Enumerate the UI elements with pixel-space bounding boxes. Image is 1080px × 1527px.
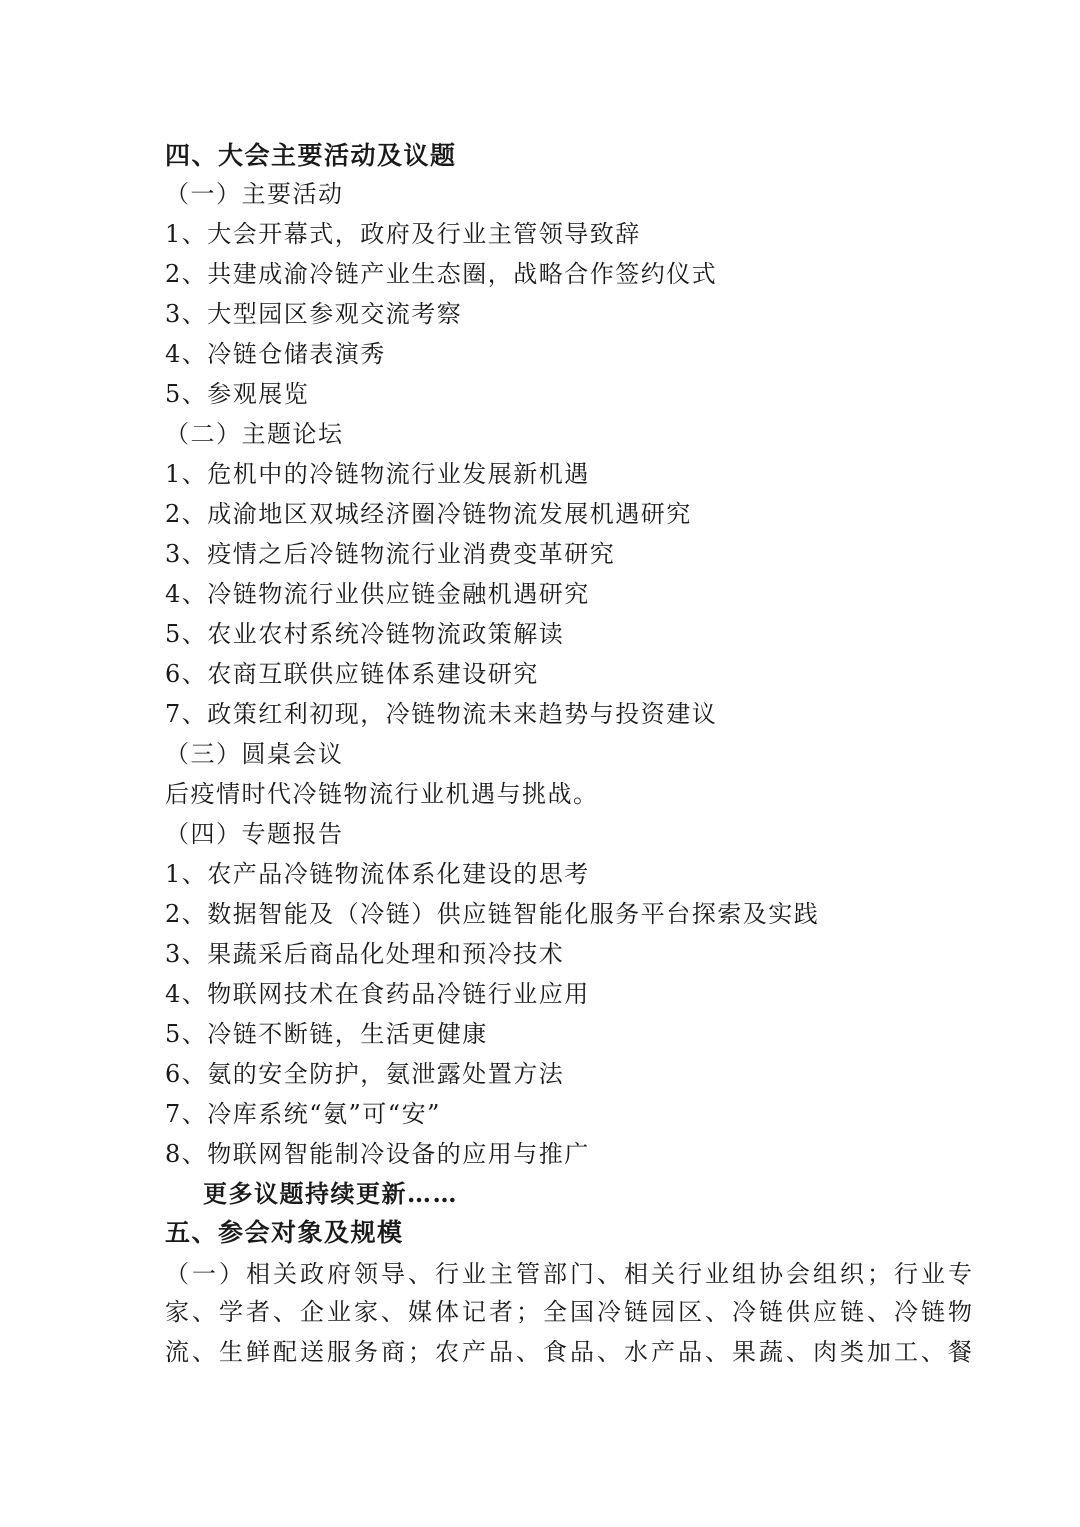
- reports-title: （四）专题报告: [165, 820, 344, 848]
- report-item: 8、物联网智能制冷设备的应用与推广: [165, 1140, 590, 1168]
- section5-paragraph-line: 流、生鲜配送服务商；农产品、食品、水产品、果蔬、肉类加工、餐: [165, 1338, 975, 1366]
- forum-item: 4、冷链物流行业供应链金融机遇研究: [165, 580, 590, 608]
- activities-title: （一）主要活动: [165, 180, 344, 208]
- report-item: 1、农产品冷链物流体系化建设的思考: [165, 860, 590, 888]
- forum-item: 7、政策红利初现，冷链物流未来趋势与投资建议: [165, 700, 718, 728]
- activity-item: 5、参观展览: [165, 380, 310, 408]
- report-item: 4、物联网技术在食药品冷链行业应用: [165, 980, 590, 1008]
- forum-item: 3、疫情之后冷链物流行业消费变革研究: [165, 540, 616, 568]
- forum-item: 6、农商互联供应链体系建设研究: [165, 660, 539, 688]
- activity-item: 2、共建成渝冷链产业生态圈，战略合作签约仪式: [165, 260, 718, 288]
- report-item: 3、果蔬采后商品化处理和预冷技术: [165, 940, 565, 968]
- activity-item: 3、大型园区参观交流考察: [165, 300, 463, 328]
- report-item: 7、冷库系统“氨”可“安”: [165, 1100, 441, 1128]
- section5-heading: 五、参会对象及规模: [165, 1218, 404, 1247]
- section5-paragraph-line: 家、学者、企业家、媒体记者；全国冷链园区、冷链供应链、冷链物: [165, 1298, 975, 1326]
- forum-item: 2、成渝地区双城经济圈冷链物流发展机遇研究: [165, 500, 692, 528]
- section4-heading: 四、大会主要活动及议题: [165, 141, 457, 170]
- more-topics-note: 更多议题持续更新……: [203, 1179, 458, 1208]
- report-item: 6、氨的安全防护，氨泄露处置方法: [165, 1060, 565, 1088]
- activity-item: 4、冷链仓储表演秀: [165, 340, 386, 368]
- activity-item: 1、大会开幕式，政府及行业主管领导致辞: [165, 220, 641, 248]
- roundtable-text: 后疫情时代冷链物流行业机遇与挑战。: [165, 780, 599, 808]
- forum-item: 5、农业农村系统冷链物流政策解读: [165, 620, 565, 648]
- section5-paragraph-line: （一）相关政府领导、行业主管部门、相关行业组协会组织；行业专: [165, 1260, 975, 1288]
- forums-title: （二）主题论坛: [165, 420, 344, 448]
- report-item: 5、冷链不断链，生活更健康: [165, 1020, 488, 1048]
- roundtable-title: （三）圆桌会议: [165, 740, 344, 768]
- forum-item: 1、危机中的冷链物流行业发展新机遇: [165, 460, 590, 488]
- report-item: 2、数据智能及（冷链）供应链智能化服务平台探索及实践: [165, 900, 820, 928]
